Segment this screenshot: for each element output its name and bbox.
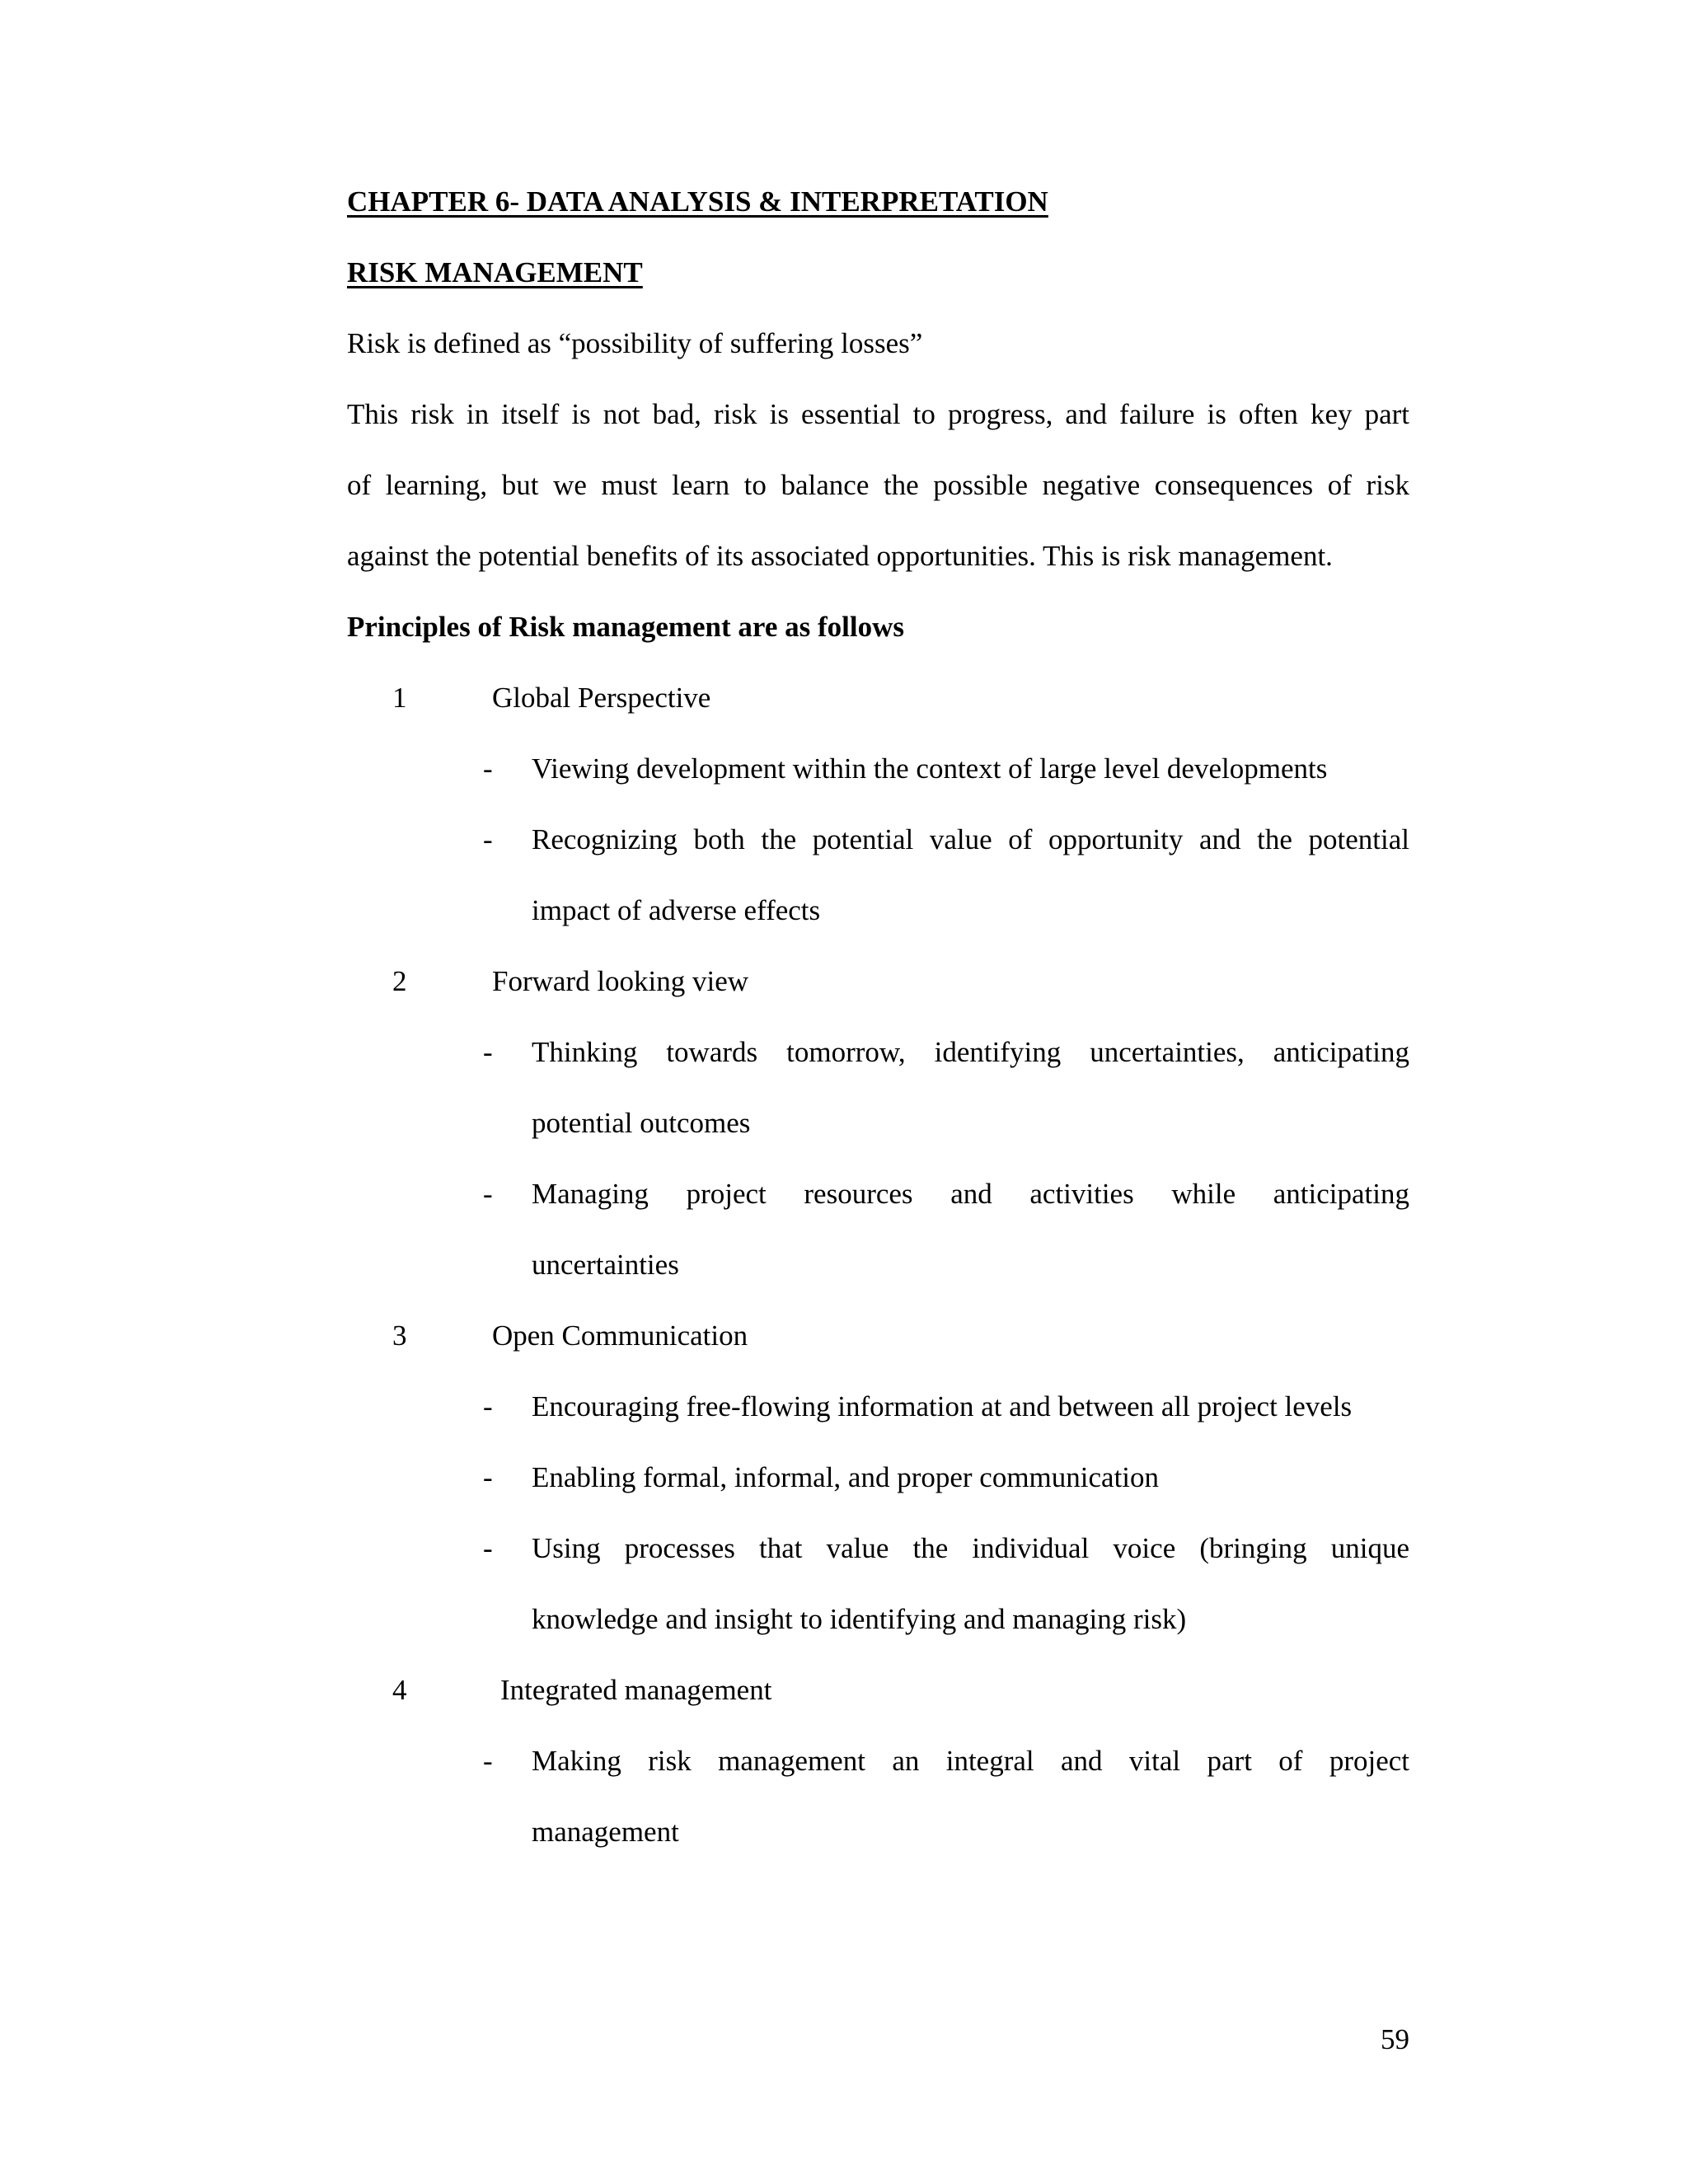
bullet-dash: - bbox=[483, 823, 493, 855]
section-heading: RISK MANAGEMENT bbox=[347, 256, 643, 288]
principle-4-point-1-line-1: Making risk management an integral and vital part of project bbox=[532, 1745, 1409, 1777]
principle-3-point-3-line-2: knowledge and insight to identifying and managing risk) bbox=[532, 1603, 1187, 1635]
principle-number-3: 3 bbox=[392, 1319, 407, 1352]
bullet-dash: - bbox=[483, 1532, 493, 1564]
bullet-dash: - bbox=[483, 1036, 493, 1068]
bullet-dash: - bbox=[483, 1461, 493, 1493]
bullet-dash: - bbox=[483, 1390, 493, 1422]
principle-number-4: 4 bbox=[392, 1674, 407, 1706]
bullet-dash: - bbox=[483, 1178, 493, 1210]
principle-2-point-2-line-2: uncertainties bbox=[532, 1249, 679, 1281]
principle-1-point-1: Viewing development within the context of large level developments bbox=[532, 752, 1328, 785]
bullet-dash: - bbox=[483, 752, 493, 785]
principle-1-point-2-line-1: Recognizing both the potential value of opportunity and the potential bbox=[532, 823, 1409, 855]
page-number: 59 bbox=[1381, 2023, 1409, 2055]
principle-1-point-2-line-2: impact of adverse effects bbox=[532, 894, 821, 926]
principle-title-4: Integrated management bbox=[500, 1674, 772, 1706]
risk-definition: Risk is defined as “possibility of suffering losses” bbox=[347, 327, 923, 359]
intro-line-1: This risk in itself is not bad, risk is essential to progress, and failure is often key part bbox=[347, 398, 1409, 430]
principle-3-point-3-line-1: Using processes that value the individual voice (bringing unique bbox=[532, 1532, 1409, 1564]
principle-number-1: 1 bbox=[392, 682, 407, 714]
intro-line-3: against the potential benefits of its associated opportunities. This is risk management. bbox=[347, 540, 1333, 572]
bullet-dash: - bbox=[483, 1745, 493, 1777]
principle-4-point-1-line-2: management bbox=[532, 1816, 679, 1848]
principle-2-point-1-line-2: potential outcomes bbox=[532, 1107, 751, 1139]
principle-number-2: 2 bbox=[392, 965, 407, 997]
principles-heading: Principles of Risk management are as follows bbox=[347, 611, 904, 643]
principle-3-point-1: Encouraging free-flowing information at and between all project levels bbox=[532, 1390, 1353, 1422]
principle-title-3: Open Communication bbox=[492, 1319, 748, 1352]
principle-title-2: Forward looking view bbox=[492, 965, 749, 997]
principle-3-point-2: Enabling formal, informal, and proper communication bbox=[532, 1461, 1160, 1493]
principle-2-point-1-line-1: Thinking towards tomorrow, identifying uncertainties, anticipating bbox=[532, 1036, 1409, 1068]
intro-line-2: of learning, but we must learn to balance the possible negative consequences of risk bbox=[347, 469, 1409, 501]
chapter-heading: CHAPTER 6- DATA ANALYSIS & INTERPRETATION bbox=[347, 185, 1048, 218]
principle-2-point-2-line-1: Managing project resources and activities while anticipating bbox=[532, 1178, 1409, 1210]
principle-title-1: Global Perspective bbox=[492, 682, 711, 714]
